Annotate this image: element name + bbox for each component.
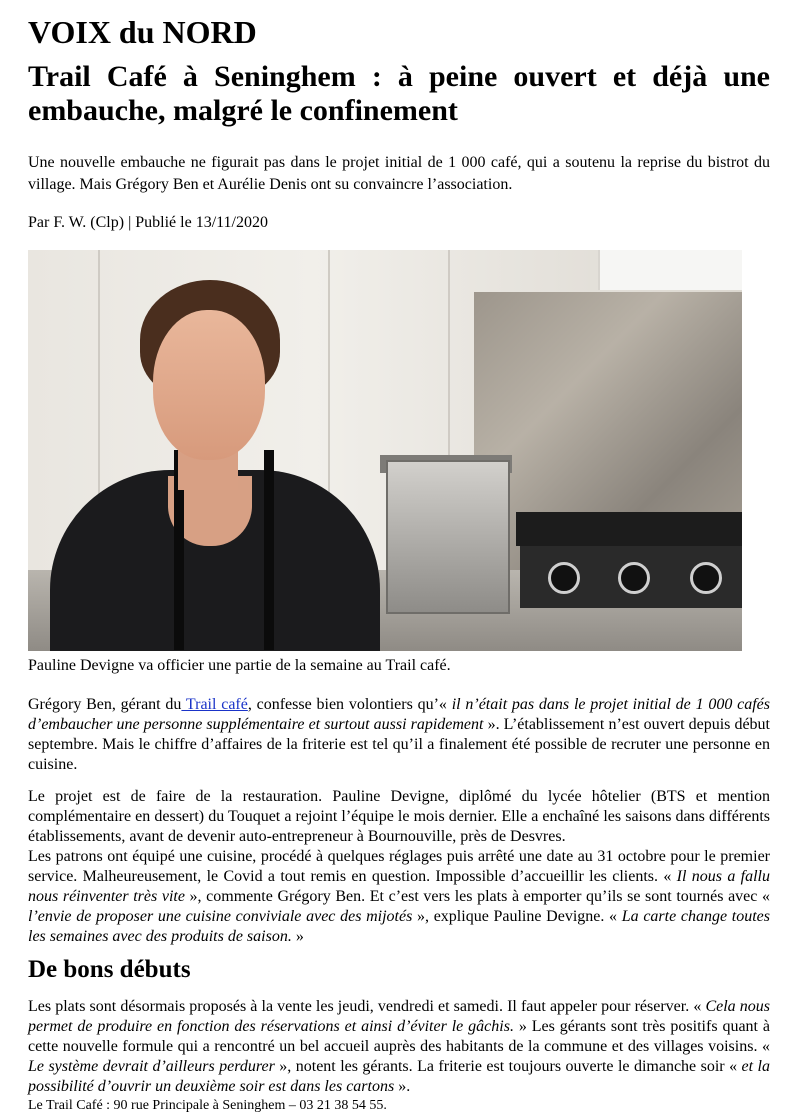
- quote: Le système devrait d’ailleurs perdurer: [28, 1058, 275, 1075]
- photo-knob: [548, 562, 580, 594]
- quote: Cela nous permet de produire en fonction des réservations et ainsi d’éviter le gâchis.: [28, 998, 770, 1035]
- trail-cafe-link[interactable]: Trail café: [181, 696, 248, 713]
- masthead: VOIX du NORD: [28, 14, 257, 50]
- byline: Par F. W. (Clp) | Publié le 13/11/2020: [28, 214, 268, 231]
- lede: Une nouvelle embauche ne figurait pas dans le projet initial de 1 000 café, qui a soutenu la reprise du bistrot du village. Mais Grégory Ben et Aurélie Denis ont su convaincre l’association.: [28, 154, 770, 193]
- photo-apron-strap: [264, 450, 274, 650]
- article-paragraph-1: Grégory Ben, gérant du Trail café, confesse bien volontiers qu’« il n’était pas dans le projet initial de 1 000 cafés d’embaucher une personne supplémentaire et surtout aussi rapidement ». L’établissement n’est ouvert depuis début septembre. Mais le chiffre d’affaires de la friterie est tel qu’il a finalement été possible de recruter une personne en cuisine.: [28, 696, 771, 773]
- article-paragraph-4: Les plats sont désormais proposés à la vente les jeudi, vendredi et samedi. Il faut appeler pour réserver. « Cela nous permet de produire en fonction des réservations et ainsi d’éviter le gâchis. » Les gérants sont très positifs quant à cette nouvelle formule qui a rencontré un bel accueil auprès des habitants de la commune et des villages voisins. « Le système devrait d’ailleurs perdurer », notent les gérants. La friterie est toujours ouverte le dimanche soir « et la possibilité d’ouvrir un deuxième soir est dans les cartons ».: [28, 998, 771, 1095]
- photo-person-face: [153, 310, 265, 460]
- section-heading: De bons débuts: [28, 956, 191, 983]
- photo-fryer: [386, 460, 510, 614]
- quote: La carte change toutes les semaines avec des produits de saison.: [28, 908, 771, 945]
- headline: Trail Café à Seninghem : à peine ouvert et déjà une embauche, malgré le confinement: [28, 60, 770, 127]
- photo-knob: [690, 562, 722, 594]
- contact-footer: Le Trail Café : 90 rue Principale à Seninghem – 03 21 38 54 55.: [28, 1098, 387, 1113]
- article-page: [28, 14, 770, 1115]
- article-photo: [28, 250, 742, 651]
- photo-knob: [618, 562, 650, 594]
- photo-window: [598, 250, 742, 290]
- quote: et la possibilité d’ouvrir un deuxième soir est dans les cartons: [28, 1058, 770, 1095]
- article-paragraph-2: Le projet est de faire de la restauration. Pauline Devigne, diplômé du lycée hôtelier (BTS et mention complémentaire en dessert) du Touquet a rejoint l’équipe le mois dernier. Elle a enchaîné les saisons dans différents établissements, avant de devenir auto-entrepreneur à Bournouville, près de Desvres.: [28, 788, 770, 845]
- photo-griddle: [516, 512, 742, 546]
- quote: Il nous a fallu nous réinventer très vite: [28, 868, 770, 905]
- quote: il n’était pas dans le projet initial de 1 000 cafés d’embaucher une personne supplémentaire et surtout aussi rapidement: [28, 696, 770, 733]
- article-paragraph-3: Les patrons ont équipé une cuisine, procédé à quelques réglages puis arrêté une date au 31 octobre pour le premier service. Malheureusement, le Covid a tout remis en question. Impossible d’accueillir les clients. « Il nous a fallu nous réinventer très vite », commente Grégory Ben. Et c’est vers les plats à emporter qu’ils se sont tournés avec « l’envie de proposer une cuisine conviviale avec des mijotés », explique Pauline Devigne. « La carte change toutes les semaines avec des produits de saison. »: [28, 848, 771, 945]
- photo-caption: Pauline Devigne va officier une partie de la semaine au Trail café.: [28, 657, 451, 674]
- quote: l’envie de proposer une cuisine conviviale avec des mijotés: [28, 908, 413, 925]
